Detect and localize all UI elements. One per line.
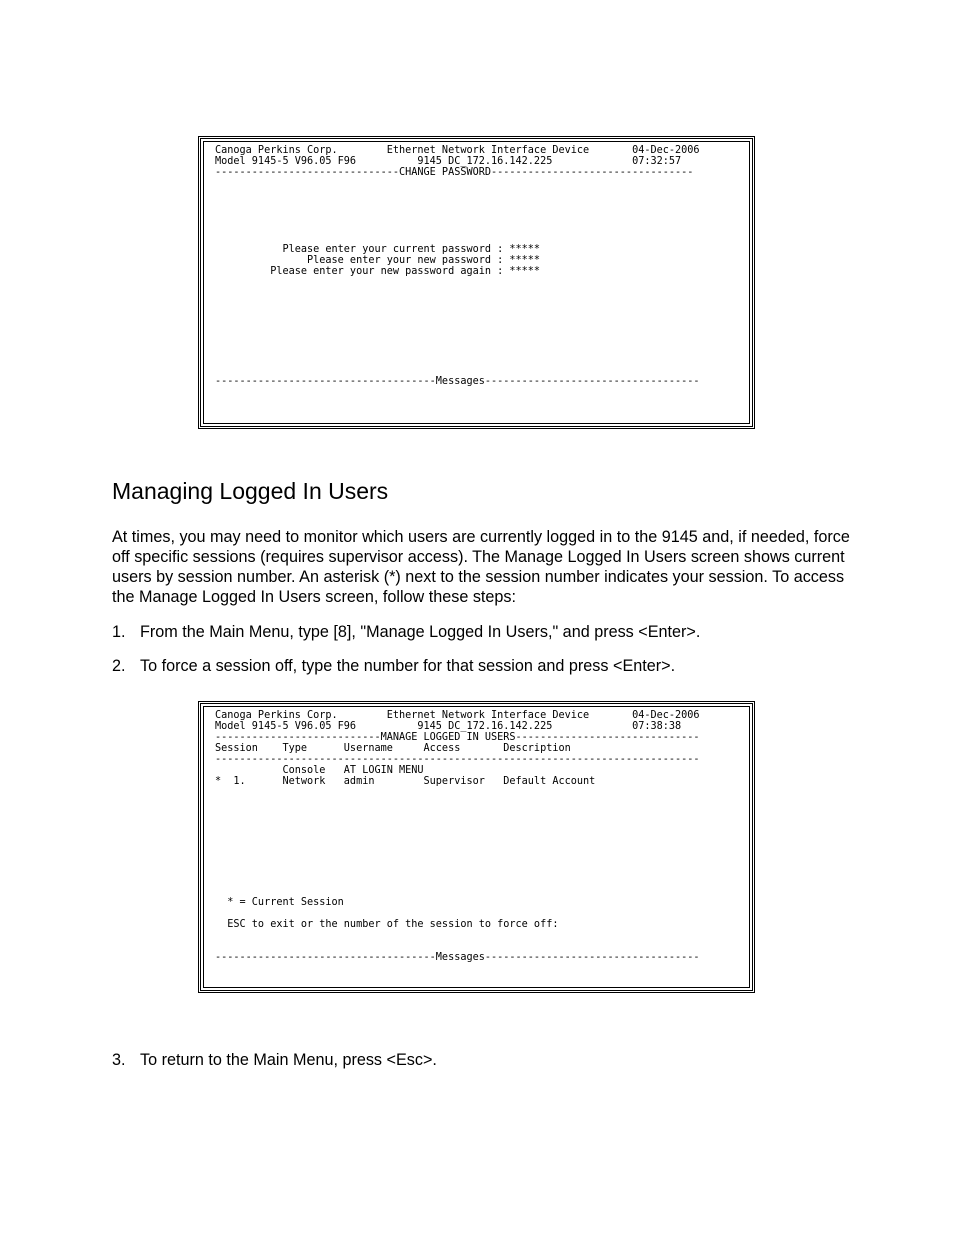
section-heading: Managing Logged In Users [112,478,389,504]
terminal-text: Canoga Perkins Corp. Ethernet Network Interface Device 04-Dec-2006 Model 9145-5 V96.05 F96 9145 DC_172.16.142.225 07:38:38 ---------------------------MANAGE LOGGED IN USERS------------------------------ Session Type Username Access Description ------------------------------------------------------------------------------- Console AT LOGIN MENU * 1. Network admin Supervisor Default Account * = Current Session ESC to exit or the number of the session to force off: ------------------------------------Messages----------------------------------- [215,710,700,963]
step-1 [112,622,700,642]
step-number: 2. [112,657,126,675]
step-number: 3. [112,1051,126,1069]
change-password-terminal-screen [198,136,755,429]
step-text: To return to the Main Menu, press <Esc>. [140,1051,437,1069]
step-number: 1. [112,623,126,641]
terminal-text: Canoga Perkins Corp. Ethernet Network Interface Device 04-Dec-2006 Model 9145-5 V96.05 F96 9145 DC_172.16.142.225 07:32:57 ------------------------------CHANGE PASSWORD--------------------------------- Please enter your current password : ***** Please enter your new password : ***** Please enter your new password again : ***** ------------------------------------Messages----------------------------------- [215,145,700,387]
step-text: To force a session off, type the number for that session and press <Enter>. [140,657,676,675]
step-text: From the Main Menu, type [8], "Manage Logged In Users," and press <Enter>. [140,623,701,641]
step-2 [112,656,675,676]
intro-paragraph: At times, you may need to monitor which users are currently logged in to the 9145 and, if needed, force off specific sessions (requires supervisor access). The Manage Logged In Users screen shows current users by session number. An asterisk (*) next to the session number indicates your session. To access the Manage Logged In Users screen, follow these steps: [112,528,850,606]
manage-logged-in-users-terminal-screen [198,701,755,993]
step-3 [112,1050,437,1070]
